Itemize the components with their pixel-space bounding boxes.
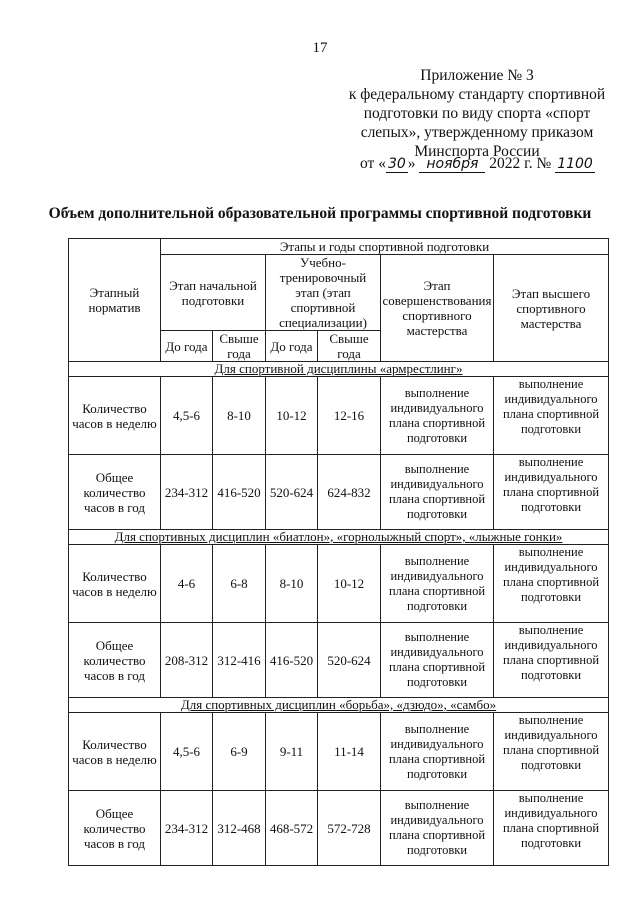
header-stage-initial: Этап начальной подготовки [161, 255, 266, 331]
value-cell: 520-624 [318, 623, 381, 698]
row-label: Общее количество часов в год [69, 623, 161, 698]
header-over-year: Свыше года [318, 331, 381, 362]
value-cell: 9-11 [266, 713, 318, 791]
row-label: Общее количество часов в год [69, 791, 161, 866]
improvement-cell: выполнение индивидуального плана спортивной подготовки [381, 545, 494, 623]
appendix-line: к федеральному стандарту спортивной [348, 86, 606, 103]
value-cell: 572-728 [318, 791, 381, 866]
row-label: Количество часов в неделю [69, 377, 161, 455]
higher-cell: выполнение индивидуального плана спортивной подготовки [494, 455, 609, 530]
header-stage-higher: Этап высшего спортивного мастерства [494, 255, 609, 362]
value-cell: 312-468 [213, 791, 266, 866]
value-cell: 10-12 [266, 377, 318, 455]
date-prefix: от « [360, 155, 386, 172]
order-date-line [360, 155, 595, 173]
section-title: Для спортивных дисциплин «биатлон», «горнолыжный спорт», «лыжные гонки» [69, 530, 609, 545]
higher-cell: выполнение индивидуального плана спортивной подготовки [494, 791, 609, 866]
row-label: Общее количество часов в год [69, 455, 161, 530]
value-cell: 312-416 [213, 623, 266, 698]
value-cell: 4,5-6 [161, 713, 213, 791]
value-cell: 8-10 [213, 377, 266, 455]
value-cell: 520-624 [266, 455, 318, 530]
page-number: 17 [312, 40, 328, 56]
value-cell: 416-520 [266, 623, 318, 698]
value-cell: 234-312 [161, 455, 213, 530]
appendix-line: подготовки по виду спорта «спорт [363, 105, 591, 122]
value-cell: 624-832 [318, 455, 381, 530]
value-cell: 11-14 [318, 713, 381, 791]
value-cell: 208-312 [161, 623, 213, 698]
row-label: Количество часов в неделю [69, 713, 161, 791]
value-cell: 416-520 [213, 455, 266, 530]
order-number-handwritten: 1100 [557, 156, 593, 172]
header-up-to-year: До года [161, 331, 213, 362]
appendix-line: слепых», утвержденному приказом [360, 124, 594, 141]
improvement-cell: выполнение индивидуального плана спортивной подготовки [381, 623, 494, 698]
header-up-to-year: До года [266, 331, 318, 362]
header-stage-training: Учебно-тренировочный этап (этап спортивной специализации) [266, 255, 381, 331]
header-group: Этапы и годы спортивной подготовки [161, 239, 609, 255]
value-cell: 4-6 [161, 545, 213, 623]
header-stage-improvement: Этап совершенствования спортивного мастерства [381, 255, 494, 362]
higher-cell: выполнение индивидуального плана спортивной подготовки [494, 713, 609, 791]
improvement-cell: выполнение индивидуального плана спортивной подготовки [381, 377, 494, 455]
date-month-handwritten: ноября [419, 156, 485, 173]
higher-cell: выполнение индивидуального плана спортивной подготовки [494, 377, 609, 455]
value-cell: 8-10 [266, 545, 318, 623]
date-year: 2022 г. № [489, 155, 552, 172]
value-cell: 6-8 [213, 545, 266, 623]
header-over-year: Свыше года [213, 331, 266, 362]
value-cell: 234-312 [161, 791, 213, 866]
value-cell: 6-9 [213, 713, 266, 791]
improvement-cell: выполнение индивидуального плана спортивной подготовки [381, 791, 494, 866]
value-cell: 12-16 [318, 377, 381, 455]
improvement-cell: выполнение индивидуального плана спортивной подготовки [381, 455, 494, 530]
appendix-line: Приложение № 3 [420, 67, 534, 84]
training-volume-table [68, 238, 609, 866]
value-cell: 468-572 [266, 791, 318, 866]
improvement-cell: выполнение индивидуального плана спортивной подготовки [381, 713, 494, 791]
value-cell: 4,5-6 [161, 377, 213, 455]
appendix-block [342, 66, 612, 161]
date-mid: » [407, 155, 416, 172]
section-title: Для спортивной дисциплины «армрестлинг» [69, 362, 609, 377]
header-row-label: Этапный норматив [69, 239, 161, 362]
section-title: Для спортивных дисциплин «борьба», «дзюдо», «самбо» [69, 698, 609, 713]
value-cell: 10-12 [318, 545, 381, 623]
appendix-line: Минспорта России [414, 143, 540, 160]
date-day-handwritten: 30 [387, 156, 406, 172]
higher-cell: выполнение индивидуального плана спортивной подготовки [494, 545, 609, 623]
row-label: Количество часов в неделю [69, 545, 161, 623]
document-title: Объем дополнительной образовательной программы спортивной подготовки [48, 205, 592, 222]
higher-cell: выполнение индивидуального плана спортивной подготовки [494, 623, 609, 698]
